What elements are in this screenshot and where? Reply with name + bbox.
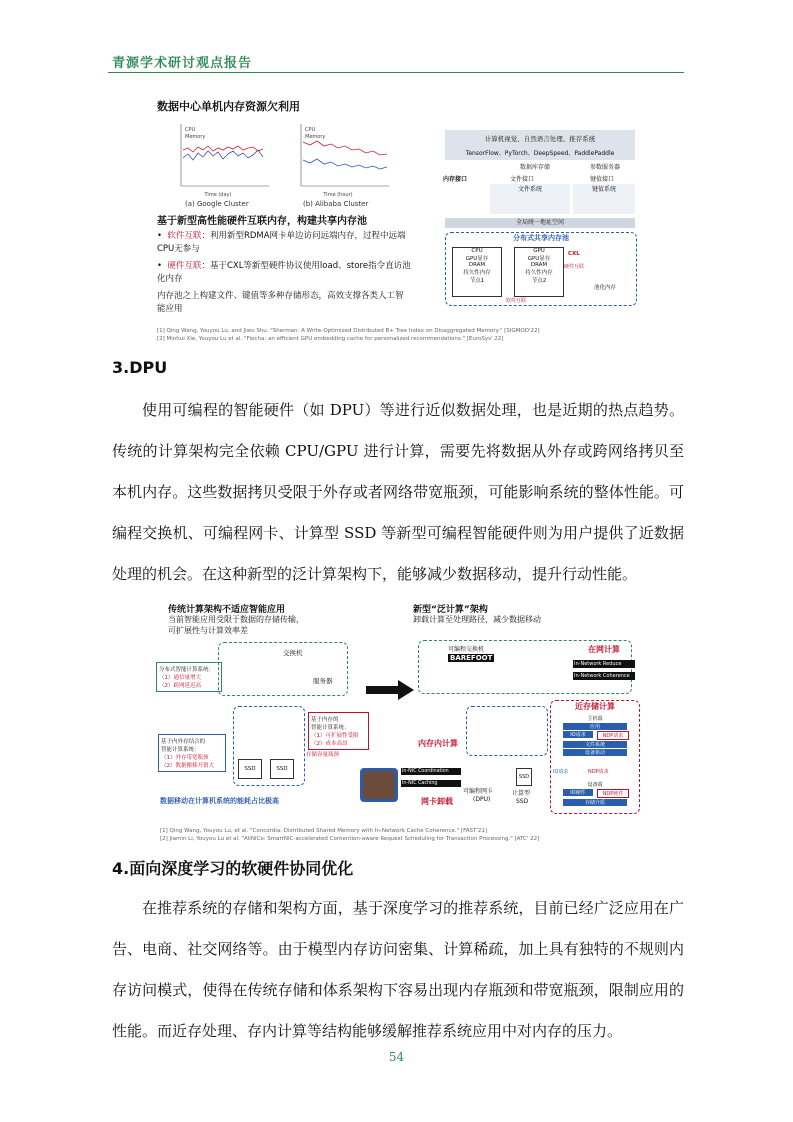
chart-google-cluster <box>163 120 273 200</box>
xlabel-a: Time (day) <box>204 192 232 198</box>
figure1-ref1: [1] Qing Wang, Youyou Lu, and Jiwu Shu. "Sherman: A Write-Optimized Distributed B+ Tree Index on Disaggregated Memory." [SIGMOD'22] <box>157 328 540 334</box>
right-host-box <box>466 706 548 756</box>
in-nic-cache: In-NIC Caching <box>401 780 461 787</box>
kv-interface: 键值接口 <box>590 176 615 183</box>
chart-a-caption: (a) Google Cluster <box>185 200 249 208</box>
ndp-req-box: NDP请求 <box>597 731 629 740</box>
ssd-right: SSD <box>270 759 294 779</box>
node1-pmem: 持久性内存 <box>463 270 491 276</box>
node1-gpu-mem: GPU显存 <box>465 256 489 262</box>
in-mem-label: 内存内计算 <box>418 739 458 748</box>
apps-layer: 计算机视觉、自然语言处理、推荐系统 <box>445 130 635 148</box>
node2 <box>514 247 564 297</box>
section3-paragraph <box>112 390 684 595</box>
nic-offload-label: 网卡卸载 <box>421 797 453 806</box>
mem-interface: 内存接口 <box>443 176 468 183</box>
node1 <box>452 247 502 297</box>
comp-ssd-chip: SSD <box>516 768 532 786</box>
node2-gpu: GPU <box>533 248 545 254</box>
ndp-req-label: NDP请求 <box>588 769 609 775</box>
header-divider <box>108 72 684 73</box>
sw-link-label: 软件互联 <box>506 298 527 304</box>
node2-label: 节点2 <box>531 278 547 284</box>
energy-chip-image <box>360 768 398 802</box>
fs-label: 文件系统 <box>563 741 627 748</box>
chart-alibaba-cluster <box>283 120 393 200</box>
figure1-summary: 内存池之上构建文件、键值等多种存储形态，高效支撑各类人工智能应用 <box>157 291 404 314</box>
left-title: 传统计算架构不适应智能应用 <box>168 605 286 615</box>
left-sub1: 当前智能应用受限于数据的存储传输， <box>168 615 304 624</box>
figure2-ref1: [1] Qing Wang, Youyou Lu, et al. "Concordia: Distributed Shared Memory with In-Network Cache Coherence." [FAST'21] <box>160 828 488 834</box>
file-system: 文件系统 <box>490 184 570 214</box>
right-title: 新型“泛计算”架构 <box>413 605 488 615</box>
arrow-icon <box>366 680 416 700</box>
ssd-bw-label: 存储容量瓶颈 <box>306 752 340 758</box>
storage-media-label: 存储介质 <box>563 799 627 806</box>
ndp-hw-box: NDP硬件 <box>597 789 629 798</box>
legend-memory-b: Memory <box>305 134 326 140</box>
alibaba-cpu-series <box>303 159 387 169</box>
near-storage-box <box>550 700 640 814</box>
figure-dpu-architecture <box>148 600 640 848</box>
near-store-label: 近存储计算 <box>575 702 615 711</box>
section3-heading: 3.DPU <box>112 358 168 377</box>
figure1-ref2: [2] Minhui Xie, Youyou Lu et al. "Flecha: an efficient GPU embedding cache for personalized recommendations." [EuroSys' 22] <box>157 336 504 342</box>
shared-memory-pool <box>445 232 637 306</box>
ext-note: 基于内外存结合的 智能计算系统： （1）外存带宽瓶颈 （2）数据搬移开销大 <box>158 734 226 772</box>
prog-nic-label: 可编程网卡 <box>463 788 494 795</box>
dpu-label: (DPU) <box>473 796 491 803</box>
node2-gpu-mem: GPU显存 <box>527 256 551 262</box>
io-req-box: IO请求 <box>563 731 593 738</box>
header-title: 青源学术研讨观点报告 <box>112 56 253 71</box>
server-label: 服务器 <box>313 677 333 685</box>
comp-ssd-label2: SSD <box>516 798 529 805</box>
host-label: 主机端 <box>587 716 603 722</box>
chart-b-caption: (b) Alibaba Cluster <box>303 200 369 208</box>
alibaba-memory-series <box>303 141 387 155</box>
google-memory-series <box>183 146 263 152</box>
io-hw-box: IO硬件 <box>563 789 593 796</box>
google-cpu-series <box>183 150 263 160</box>
node2-pmem: 持久性内存 <box>525 270 553 276</box>
bullet-hardware: • 硬件互联：基于CXL等新型硬件协议使用load、store指令直访池化内存 <box>157 261 411 284</box>
kv-system: 键值系统 <box>573 184 635 214</box>
bottom-note: 数据移动在计算机系统的能耗占比极高 <box>160 797 279 805</box>
figure1-title: 数据中心单机内存资源欠利用 <box>157 100 300 113</box>
comp-ssd-label: 计算型 <box>512 790 531 797</box>
in-net-coh: In-Network Coherence <box>573 672 635 680</box>
pooled-mem-label: 池化内存 <box>594 285 617 291</box>
section4-paragraph <box>112 888 684 1052</box>
legend-memory: Memory <box>185 134 206 140</box>
ssd-left: SSD <box>238 759 262 779</box>
barefoot-logo: BAREFOOT <box>450 654 493 662</box>
section3-text: 使用可编程的智能硬件（如 DPU）等进行近似数据处理，也是近期的热点趋势。传统的计算架构完全依赖 CPU/GPU 进行计算，需要先将数据从外存或跨网络拷贝至本机内存。这些数据拷贝受限于外存或者网络带宽瓶颈，可能影响系统的整体性能。可编程交换机、可编程网卡、计算型 SSD 等新型可编程智能硬件则为用户提供了近数据处理的机会。在这种新型的泛计算架构下，能够减少数据移动，提升行动性能。 <box>112 401 684 583</box>
section4-heading: 4.面向深度学习的软硬件协同优化 <box>112 859 354 878</box>
dist-sys-note: 分布式智能计算系统： （1）通信量增大 （2）跨网延迟高 <box>156 662 222 692</box>
param-server: 参数服务器 <box>589 164 620 171</box>
host-box <box>233 706 305 786</box>
switch-label: 交换机 <box>283 649 303 657</box>
global-address-space: 全局统一地址空间 <box>445 218 635 228</box>
node1-label: 节点1 <box>469 278 485 284</box>
legend-cpu-b: CPU <box>305 127 316 133</box>
right-sub: 卸载计算至处理路径，减少数据移动 <box>413 615 541 624</box>
node1-dram: DRAM <box>468 262 486 268</box>
device-side-label: 设备端 <box>587 782 603 788</box>
figure2-ref2: [2] Jiamin Li, Youyou Lu et al. "AliNiCo: SmartNIC-accelerated Contention-aware Request Scheduling for Transaction Processing." [ATC' 22] <box>160 836 540 842</box>
io-req-label: IO请求 <box>553 769 569 775</box>
pool-title: 分布式共享内存池 <box>513 234 569 242</box>
mem-ext-note: 基于内存的 智能计算系统： （1）可扩展性受限 （2）成本高昂 <box>308 712 369 750</box>
figure-memory-pool <box>145 90 645 350</box>
node2-dram: DRAM <box>530 262 548 268</box>
xlabel-b: Time (hour) <box>323 192 353 198</box>
frameworks-layer: TensorFlow、PyTorch、DeepSpeed、PaddlePaddle <box>445 148 635 160</box>
left-sub2: 可扩展性与计算效率差 <box>168 626 248 635</box>
data-store: 数据库存储 <box>519 164 550 171</box>
section4-text: 在推荐系统的存储和架构方面，基于深度学习的推荐系统，目前已经广泛应用在广告、电商、社交网络等。由于模型内存访问密集、计算稀疏，加上具有独特的不规则内存访问模式，使得在传统存储和体系架构下容易出现内存瓶颈和带宽瓶颈，限制应用的性能。而近存处理、存内计算等结构能够缓解推荐系统应用中对内存的压力。 <box>112 899 684 1040</box>
node1-cpu: CPU <box>471 248 483 254</box>
in-nic-coord: In-NIC Coordination <box>401 768 461 775</box>
in-net-label: 在网计算 <box>588 645 620 654</box>
cxl-label: CXL <box>568 251 580 257</box>
bullet-software: • 软件互联：利用新型RDMA网卡单边访问远端内存，过程中远端CPU无参与 <box>157 231 406 254</box>
driver-label: 设备驱动 <box>563 749 627 756</box>
prog-switch-label: 可编程交换机 <box>448 646 485 653</box>
in-net-reduce: In-Network Reduce <box>573 660 635 668</box>
legend-cpu: CPU <box>185 127 196 133</box>
app-label: 应用 <box>563 723 627 730</box>
file-interface: 文件接口 <box>510 176 535 183</box>
hw-link-label: 硬件互联 <box>564 264 585 270</box>
page-number: 54 <box>388 1050 405 1064</box>
figure1-subtitle: 基于新型高性能硬件互联内存，构建共享内存池 <box>157 216 367 227</box>
